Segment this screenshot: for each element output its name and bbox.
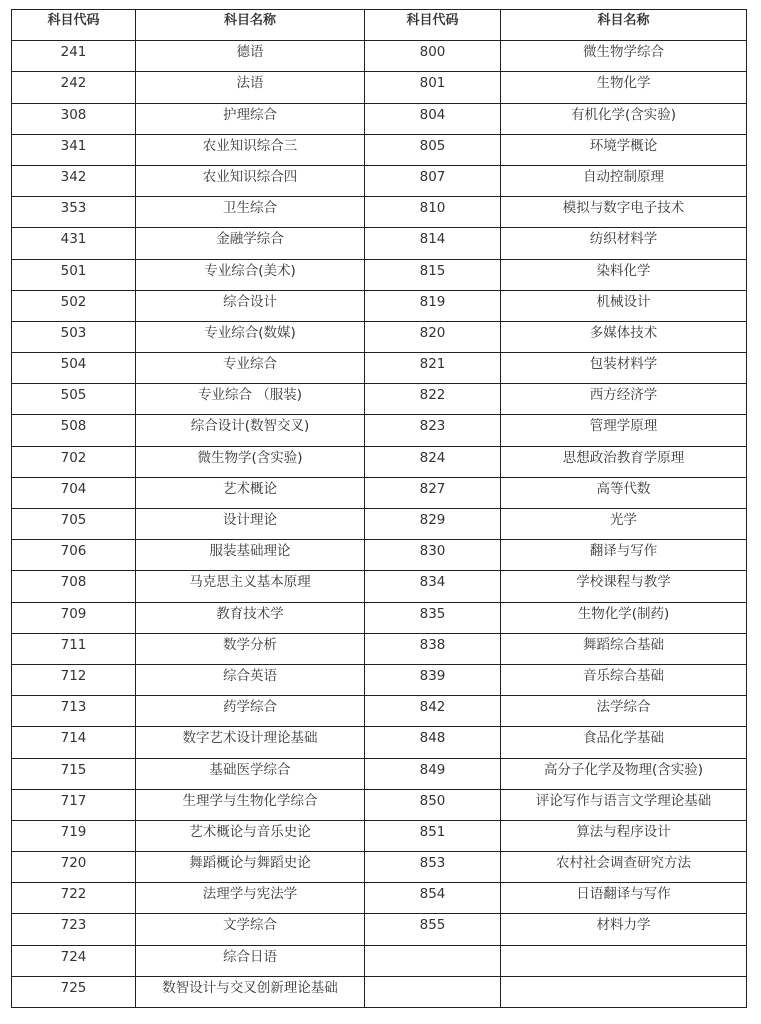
subject-code-cell: 842: [365, 696, 501, 727]
table-row: [12, 789, 747, 820]
table-row: [12, 103, 747, 134]
subject-code-cell: 702: [12, 446, 136, 477]
subject-code-cell: 804: [365, 103, 501, 134]
subject-code-cell: 827: [365, 477, 501, 508]
subject-code-cell: 820: [365, 321, 501, 352]
subject-code-cell: 848: [365, 727, 501, 758]
subject-code-cell: 725: [12, 976, 136, 1007]
subject-name-cell: 法学综合: [501, 696, 747, 727]
subject-code-cell: 714: [12, 727, 136, 758]
subject-name-cell: 机械设计: [501, 290, 747, 321]
subject-code-cell: 810: [365, 197, 501, 228]
subject-name-cell: 数学分析: [136, 633, 365, 664]
subject-code-cell: 805: [365, 134, 501, 165]
subject-code-cell: 705: [12, 509, 136, 540]
table-row: [12, 446, 747, 477]
table-row: [12, 633, 747, 664]
subject-name-cell: 环境学概论: [501, 134, 747, 165]
subject-code-cell: 829: [365, 509, 501, 540]
table-row: [12, 165, 747, 196]
subject-code-cell: 712: [12, 664, 136, 695]
table-row: [12, 820, 747, 851]
subject-name-cell: 模拟与数字电子技术: [501, 197, 747, 228]
subject-name-cell: 生物化学: [501, 72, 747, 103]
table-row: [12, 321, 747, 352]
subject-name-cell: 西方经济学: [501, 384, 747, 415]
subject-code-cell: 834: [365, 571, 501, 602]
subject-code-cell: 822: [365, 384, 501, 415]
table-row: [12, 914, 747, 945]
subject-name-cell: 设计理论: [136, 509, 365, 540]
subject-name-cell: 学校课程与教学: [501, 571, 747, 602]
subject-code-cell: 814: [365, 228, 501, 259]
subject-name-cell: 卫生综合: [136, 197, 365, 228]
table-row: [12, 477, 747, 508]
subject-code-cell: 855: [365, 914, 501, 945]
subject-code-cell: 431: [12, 228, 136, 259]
subject-name-cell: 专业综合 （服装): [136, 384, 365, 415]
subject-code-cell: 720: [12, 852, 136, 883]
subject-name-cell: 染料化学: [501, 259, 747, 290]
subject-name-cell: 管理学原理: [501, 415, 747, 446]
subject-name-cell: [501, 945, 747, 976]
subject-name-cell: 综合设计: [136, 290, 365, 321]
subject-code-cell: 830: [365, 540, 501, 571]
subject-code-cell: 709: [12, 602, 136, 633]
subject-code-cell: 503: [12, 321, 136, 352]
header-name-1: 科目名称: [136, 10, 365, 41]
subject-name-cell: 专业综合(数媒): [136, 321, 365, 352]
subject-code-cell: 719: [12, 820, 136, 851]
table-row: [12, 571, 747, 602]
subject-name-cell: 基础医学综合: [136, 758, 365, 789]
subject-name-cell: 舞蹈概论与舞蹈史论: [136, 852, 365, 883]
subject-name-cell: 教育技术学: [136, 602, 365, 633]
table-row: [12, 852, 747, 883]
subject-name-cell: 农业知识综合三: [136, 134, 365, 165]
subject-name-cell: 数字艺术设计理论基础: [136, 727, 365, 758]
subject-code-cell: 711: [12, 633, 136, 664]
subject-name-cell: 艺术概论与音乐史论: [136, 820, 365, 851]
subject-code-cell: 308: [12, 103, 136, 134]
subject-code-cell: 835: [365, 602, 501, 633]
subject-code-cell: 851: [365, 820, 501, 851]
subject-code-cell: 704: [12, 477, 136, 508]
subject-name-cell: 专业综合: [136, 353, 365, 384]
subject-table: [11, 9, 747, 1008]
table-row: [12, 758, 747, 789]
subject-code-cell: 723: [12, 914, 136, 945]
subject-name-cell: 农村社会调查研究方法: [501, 852, 747, 883]
subject-code-cell: 504: [12, 353, 136, 384]
subject-code-cell: 819: [365, 290, 501, 321]
subject-name-cell: 马克思主义基本原理: [136, 571, 365, 602]
subject-code-cell: 838: [365, 633, 501, 664]
subject-code-cell: 724: [12, 945, 136, 976]
subject-code-cell: [365, 945, 501, 976]
subject-code-cell: 849: [365, 758, 501, 789]
subject-code-cell: 708: [12, 571, 136, 602]
table-row: [12, 228, 747, 259]
subject-name-cell: 文学综合: [136, 914, 365, 945]
subject-name-cell: 综合英语: [136, 664, 365, 695]
table-row: [12, 415, 747, 446]
subject-name-cell: 微生物学综合: [501, 41, 747, 72]
subject-name-cell: 自动控制原理: [501, 165, 747, 196]
subject-name-cell: 生物化学(制药): [501, 602, 747, 633]
subject-name-cell: 翻译与写作: [501, 540, 747, 571]
table-row: [12, 602, 747, 633]
subject-name-cell: 生理学与生物化学综合: [136, 789, 365, 820]
table-row: [12, 290, 747, 321]
subject-code-cell: 508: [12, 415, 136, 446]
table-row: [12, 353, 747, 384]
table-row: [12, 540, 747, 571]
subject-code-cell: 800: [365, 41, 501, 72]
subject-code-cell: 242: [12, 72, 136, 103]
table-row: [12, 259, 747, 290]
subject-name-cell: 食品化学基础: [501, 727, 747, 758]
subject-code-cell: 241: [12, 41, 136, 72]
subject-code-cell: 502: [12, 290, 136, 321]
table-row: [12, 134, 747, 165]
subject-code-cell: 823: [365, 415, 501, 446]
subject-code-cell: 853: [365, 852, 501, 883]
subject-code-cell: 839: [365, 664, 501, 695]
table-row: [12, 976, 747, 1007]
subject-name-cell: 纺织材料学: [501, 228, 747, 259]
subject-code-cell: 505: [12, 384, 136, 415]
subject-name-cell: 法语: [136, 72, 365, 103]
subject-name-cell: 材料力学: [501, 914, 747, 945]
table-row: [12, 696, 747, 727]
header-code-2: 科目代码: [365, 10, 501, 41]
subject-code-cell: 850: [365, 789, 501, 820]
subject-name-cell: [501, 976, 747, 1007]
subject-code-cell: 706: [12, 540, 136, 571]
subject-name-cell: 微生物学(含实验): [136, 446, 365, 477]
table-row: [12, 72, 747, 103]
subject-name-cell: 音乐综合基础: [501, 664, 747, 695]
table-row: [12, 41, 747, 72]
table-row: [12, 945, 747, 976]
header-code-1: 科目代码: [12, 10, 136, 41]
subject-name-cell: 评论写作与语言文学理论基础: [501, 789, 747, 820]
header-row: [12, 10, 747, 41]
subject-code-cell: 717: [12, 789, 136, 820]
subject-name-cell: 数智设计与交叉创新理论基础: [136, 976, 365, 1007]
subject-code-cell: 801: [365, 72, 501, 103]
subject-name-cell: 日语翻译与写作: [501, 883, 747, 914]
subject-code-cell: 815: [365, 259, 501, 290]
subject-name-cell: 德语: [136, 41, 365, 72]
subject-name-cell: 有机化学(含实验): [501, 103, 747, 134]
subject-code-cell: 821: [365, 353, 501, 384]
subject-name-cell: 服装基础理论: [136, 540, 365, 571]
subject-code-cell: 342: [12, 165, 136, 196]
header-name-2: 科目名称: [501, 10, 747, 41]
subject-code-cell: 713: [12, 696, 136, 727]
table-row: [12, 883, 747, 914]
subject-code-cell: 353: [12, 197, 136, 228]
table-row: [12, 509, 747, 540]
subject-name-cell: 金融学综合: [136, 228, 365, 259]
subject-name-cell: 舞蹈综合基础: [501, 633, 747, 664]
subject-code-cell: 807: [365, 165, 501, 196]
subject-name-cell: 算法与程序设计: [501, 820, 747, 851]
table-row: [12, 727, 747, 758]
subject-code-cell: 854: [365, 883, 501, 914]
subject-code-cell: 341: [12, 134, 136, 165]
subject-name-cell: 高等代数: [501, 477, 747, 508]
subject-name-cell: 农业知识综合四: [136, 165, 365, 196]
subject-name-cell: 药学综合: [136, 696, 365, 727]
subject-code-cell: 824: [365, 446, 501, 477]
subject-name-cell: 艺术概论: [136, 477, 365, 508]
subject-name-cell: 法理学与宪法学: [136, 883, 365, 914]
subject-code-cell: 715: [12, 758, 136, 789]
subject-name-cell: 多媒体技术: [501, 321, 747, 352]
subject-name-cell: 包装材料学: [501, 353, 747, 384]
subject-name-cell: 护理综合: [136, 103, 365, 134]
subject-name-cell: 综合日语: [136, 945, 365, 976]
subject-code-cell: 501: [12, 259, 136, 290]
subject-name-cell: 思想政治教育学原理: [501, 446, 747, 477]
subject-name-cell: 专业综合(美术): [136, 259, 365, 290]
subject-code-cell: [365, 976, 501, 1007]
subject-name-cell: 光学: [501, 509, 747, 540]
subject-name-cell: 高分子化学及物理(含实验): [501, 758, 747, 789]
subject-code-cell: 722: [12, 883, 136, 914]
table-row: [12, 197, 747, 228]
table-row: [12, 384, 747, 415]
subject-name-cell: 综合设计(数智交叉): [136, 415, 365, 446]
table-row: [12, 664, 747, 695]
